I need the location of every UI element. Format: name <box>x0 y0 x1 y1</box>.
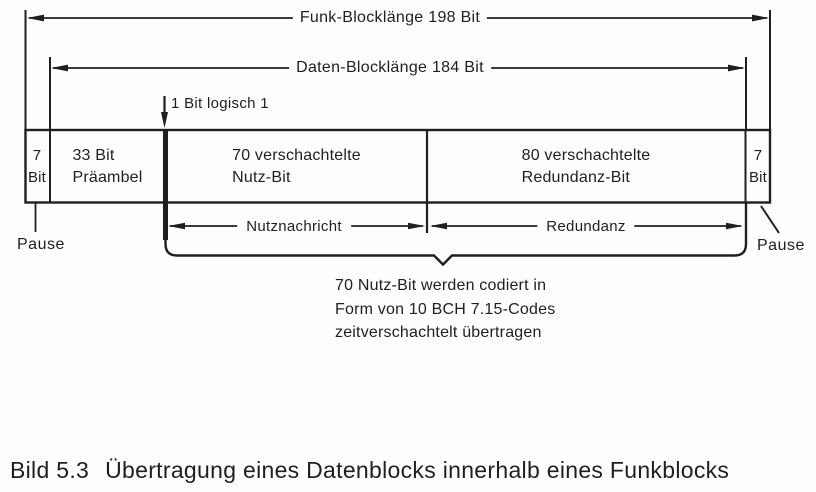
pause-right-leader-line <box>761 206 779 233</box>
pause-left-label: Pause <box>17 236 65 253</box>
cell-pause-right <box>745 130 771 203</box>
bit-marker-arrowhead-icon <box>161 112 168 128</box>
cell-pause-right-line1: 7 <box>753 146 763 164</box>
cell-nutz-bit-line2: Nutz-Bit <box>232 168 291 186</box>
redundanz-label: Redundanz <box>537 218 634 236</box>
daten-arrowhead-left-icon <box>51 65 68 72</box>
daten-arrowhead-right-icon <box>728 65 745 72</box>
cell-redundanz-bit-line1: 80 verschachtelte <box>521 146 651 164</box>
redundanz-arrowhead-left-icon <box>430 223 447 229</box>
cell-nutz-bit <box>166 130 427 203</box>
nutznachricht-arrowhead-left-icon <box>168 223 185 229</box>
bit-marker-label: 1 Bit logisch 1 <box>171 95 269 112</box>
coding-note-line3: zeitverschachtelt übertragen <box>335 324 542 341</box>
figure-caption-number: Bild 5.3 <box>10 457 90 483</box>
nutznachricht-arrowhead-right-icon <box>408 223 425 229</box>
funk-arrowhead-right-icon <box>752 15 769 22</box>
daten-blocklaenge-label: Daten-Blocklänge 184 Bit <box>289 59 491 77</box>
cell-praeambel <box>50 130 165 203</box>
cell-praeambel-line1: 33 Bit <box>72 146 115 164</box>
nutznachricht-label: Nutznachricht <box>237 218 351 236</box>
cell-pause-left-line1: 7 <box>32 146 42 164</box>
funk-blocklaenge-label: Funk-Blocklänge 198 Bit <box>293 9 487 27</box>
funk-arrowhead-left-icon <box>27 15 44 22</box>
coding-note-line1: 70 Nutz-Bit werden codiert in <box>335 277 547 294</box>
cell-nutz-bit-line1: 70 verschachtelte <box>232 146 361 164</box>
redundanz-arrowhead-right-icon <box>726 223 743 229</box>
coding-note <box>335 274 555 345</box>
cell-pause-left <box>25 130 49 203</box>
cell-pause-right-line2: Bit <box>748 168 768 186</box>
pause-right-label: Pause <box>757 237 805 254</box>
coding-note-line2: Form von 10 BCH 7.15-Codes <box>335 300 556 318</box>
figure-caption-text: Übertragung eines Datenblocks innerhalb eines Funkblocks <box>105 457 730 483</box>
cell-redundanz-bit <box>427 130 745 203</box>
cell-redundanz-bit-line2: Redundanz-Bit <box>521 168 631 186</box>
cell-pause-left-line2: Bit <box>27 168 47 186</box>
figure-caption <box>10 457 729 484</box>
cell-praeambel-line2: Präambel <box>72 168 143 186</box>
